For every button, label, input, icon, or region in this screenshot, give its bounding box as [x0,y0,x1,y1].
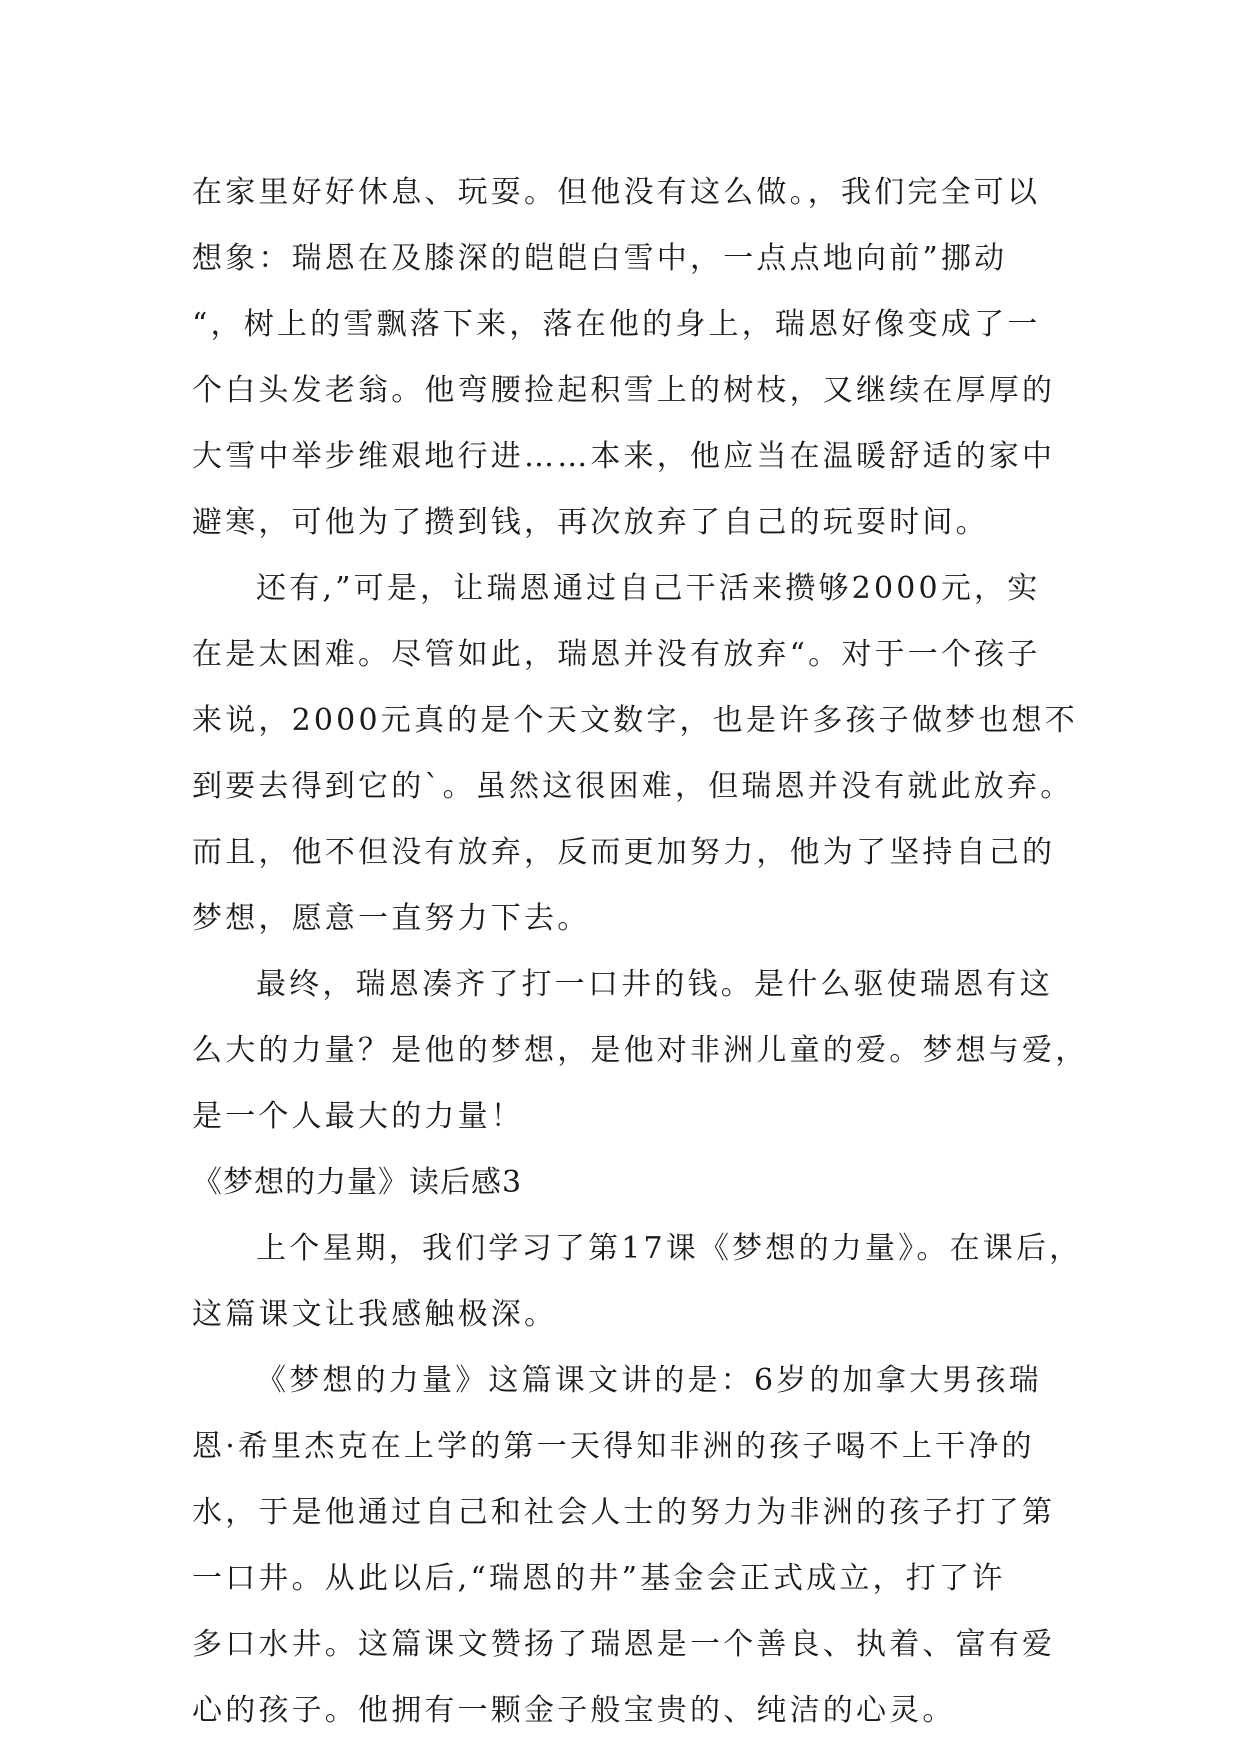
text-line: 在是太困难。尽管如此，瑞恩并没有放弃“。对于一个孩子 [192,637,1041,672]
text-line: 个白头发老翁。他弯腰捡起积雪上的树枝，又继续在厚厚的 [192,373,1056,408]
paragraph-first-line: 还有,”可是，让瑞恩通过自己干活来攒够2000元，实 [256,571,1041,606]
text-line: 来说，2000元真的是个天文数字，也是许多孩子做梦也想不 [192,703,1078,738]
text-line: 一口井。从此以后,“瑞恩的井”基金会正式成立，打了许 [192,1561,1006,1596]
text-line: 么大的力量？是他的梦想，是他对非洲儿童的爱。梦想与爱， [192,1033,1089,1068]
text-line: 而且，他不但没有放弃，反而更加努力，他为了坚持自己的 [192,835,1056,870]
text-line: 是一个人最大的力量！ [192,1099,524,1134]
paragraph-first-line: 最终，瑞恩凑齐了打一口井的钱。是什么驱使瑞恩有这 [256,967,1053,1002]
text-line: 大雪中举步维艰地行进……本来，他应当在温暖舒适的家中 [192,439,1056,474]
text-line: 梦想，愿意一直努力下去。 [192,901,591,936]
text-line: 水，于是他通过自己和社会人士的努力为非洲的孩子打了第 [192,1495,1056,1530]
text-line: 恩·希里杰克在上学的第一天得知非洲的孩子喝不上干净的 [192,1429,1035,1464]
paragraph-first-line: 《梦想的力量》这篇课文讲的是：6岁的加拿大男孩瑞 [256,1363,1042,1398]
text-line: 心的孩子。他拥有一颗金子般宝贵的、纯洁的心灵。 [192,1693,956,1728]
text-line: “，树上的雪飘落下来，落在他的身上，瑞恩好像变成了一 [192,307,1041,342]
text-line: 这篇课文让我感触极深。 [192,1297,558,1332]
paragraph-first-line: 上个星期，我们学习了第17课《梦想的力量》。在课后， [256,1231,1083,1266]
text-line: 多口水井。这篇课文赞扬了瑞恩是一个善良、执着、富有爱 [192,1627,1056,1662]
text-line: 避寒，可他为了攒到钱，再次放弃了自己的玩耍时间。 [192,505,989,540]
document-body [192,160,1089,1744]
section-heading: 《梦想的力量》读后感3 [192,1165,523,1200]
text-line: 在家里好好休息、玩耍。但他没有这么做。，我们完全可以 [192,175,1041,210]
text-line: 想象：瑞恩在及膝深的皑皑白雪中，一点点地向前”挪动 [192,241,1008,276]
text-line: 到要去得到它的`。虽然这很困难，但瑞恩并没有就此放弃。 [192,769,1074,804]
